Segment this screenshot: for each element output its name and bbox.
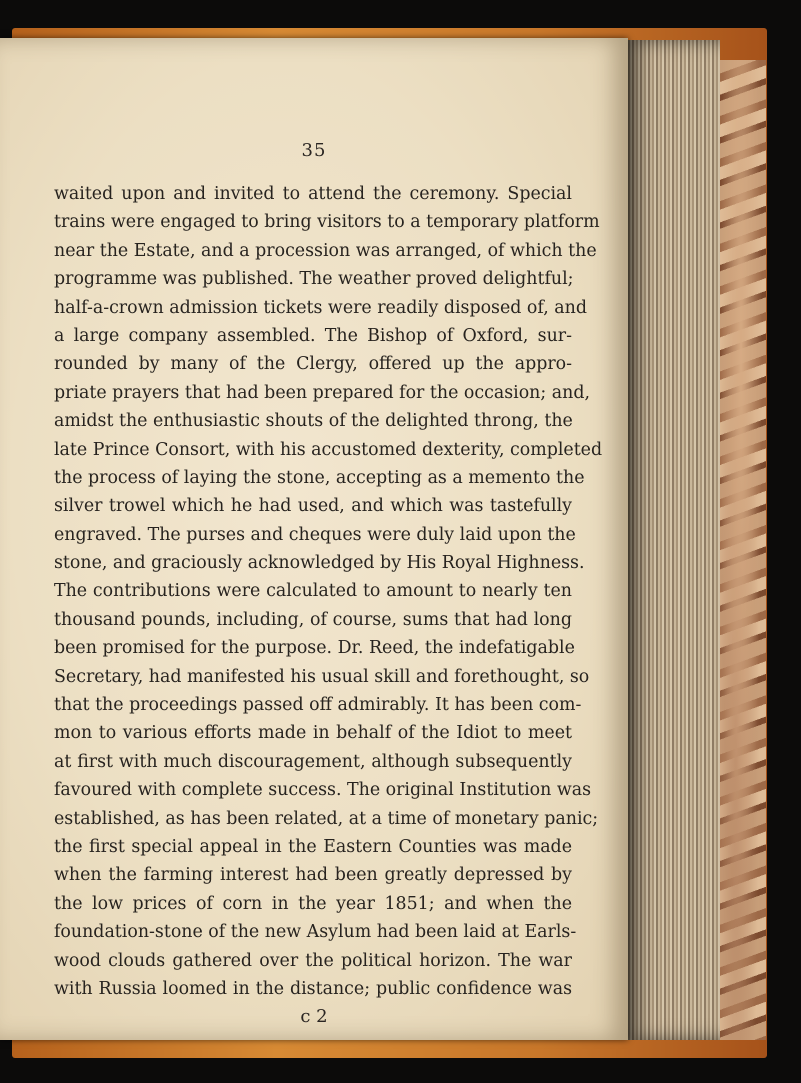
- page-number: 35: [301, 140, 327, 161]
- text-line: silver trowel which he had used, and which was tastefully: [54, 496, 572, 517]
- text-line: half-a-crown admission tickets were readily disposed of, and: [54, 297, 587, 318]
- text-line: late Prince Consort, with his accustomed dexterity, completed: [54, 439, 603, 460]
- text-line: with Russia loomed in the distance; public confidence was: [54, 978, 572, 999]
- text-line: Secretary, had manifested his usual skill and forethought, so: [54, 666, 590, 687]
- text-line: rounded by many of the Clergy, offered up the appro-: [54, 354, 572, 375]
- text-line: the process of laying the stone, accepting as a memento the: [54, 467, 585, 488]
- book-page: [0, 38, 628, 1040]
- text-line: foundation-stone of the new Asylum had been laid at Earls-: [54, 922, 577, 943]
- text-line: the low prices of corn in the year 1851; and when the: [54, 893, 572, 914]
- text-line: been promised for the purpose. Dr. Reed, the indefatigable: [54, 638, 575, 659]
- text-line: established, as has been related, at a time of monetary panic;: [54, 808, 599, 829]
- text-line: at first with much discouragement, although subsequently: [54, 751, 572, 772]
- text-line: The contributions were calculated to amount to nearly ten: [54, 581, 572, 602]
- text-line: priate prayers that had been prepared for the occasion; and,: [54, 382, 590, 403]
- text-line: when the farming interest had been greatly depressed by: [54, 865, 572, 886]
- text-line: wood clouds gathered over the political horizon. The war: [54, 950, 572, 971]
- text-line: the first special appeal in the Eastern Counties was made: [54, 836, 572, 857]
- text-line: favoured with complete success. The original Institution was: [54, 780, 592, 801]
- text-line: trains were engaged to bring visitors to a temporary platform: [54, 212, 600, 233]
- text-line: waited upon and invited to attend the ceremony. Special: [54, 184, 572, 204]
- text-line: amidst the enthusiastic shouts of the delighted throng, the: [54, 411, 573, 432]
- text-line: engraved. The purses and cheques were duly laid upon the: [54, 524, 576, 545]
- body-text: [54, 180, 603, 1003]
- text-line: that the proceedings passed off admirably. It has been com-: [54, 695, 582, 716]
- text-line: a large company assembled. The Bishop of Oxford, sur-: [54, 325, 572, 346]
- text-line: near the Estate, and a procession was arranged, of which the: [54, 240, 597, 261]
- text-line: programme was published. The weather proved delightful;: [54, 269, 574, 290]
- signature-mark: c 2: [300, 1006, 328, 1027]
- text-line: stone, and graciously acknowledged by His Royal Highness.: [54, 553, 585, 574]
- text-line: mon to various efforts made in behalf of the Idiot to meet: [54, 723, 572, 744]
- marbled-endpaper: [716, 60, 766, 1040]
- text-line: thousand pounds, including, of course, sums that had long: [54, 609, 572, 630]
- page-edges: [624, 40, 720, 1040]
